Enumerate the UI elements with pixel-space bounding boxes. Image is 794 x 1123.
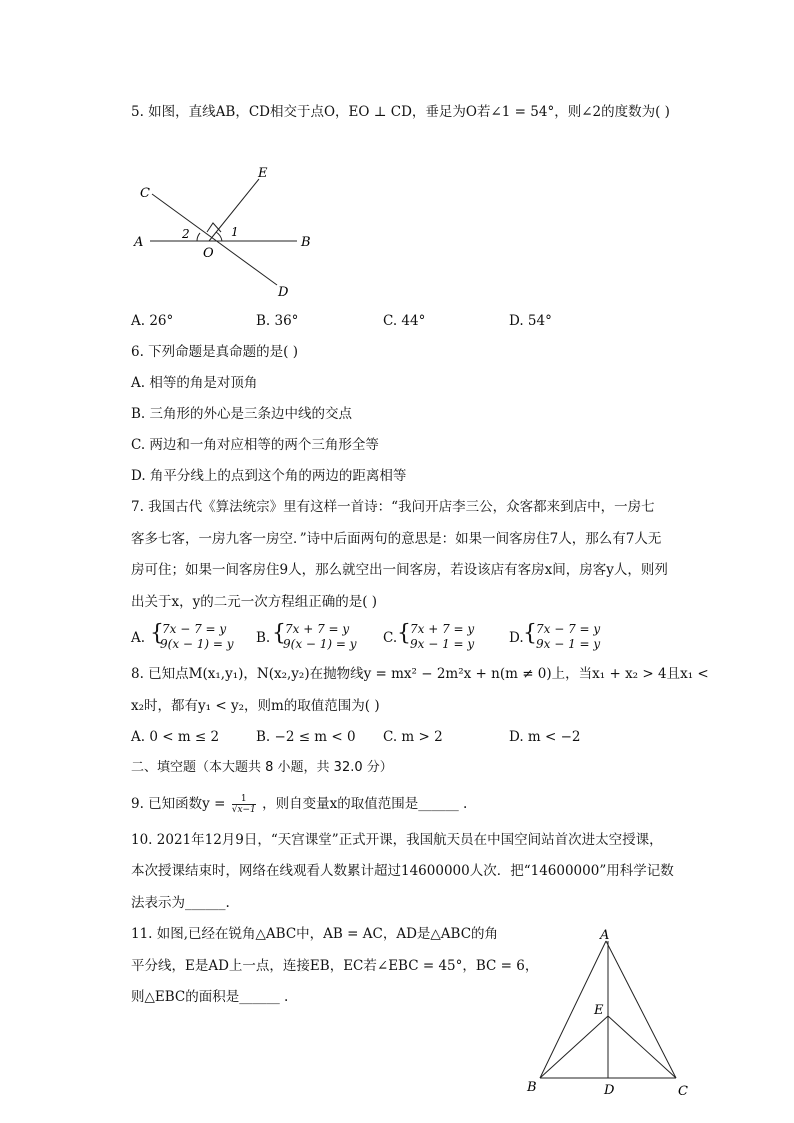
label-b: B — [301, 235, 311, 250]
q9-fraction — [232, 794, 256, 815]
q9-frac-num: 1 — [232, 794, 256, 805]
label-a: A — [134, 235, 144, 250]
q10-line-1: 10. 2021年12月9日，“天宫课堂”正式开课，我国航天员在中国空间站首次进太空授课， — [131, 832, 663, 848]
label-e-11: E — [594, 1003, 604, 1018]
q8-line-1: 8. 已知点M(x₁,y₁)，N(x₂,y₂)在抛物线y = mx² − 2m²x + n(m ≠ 0)上，当x₁ + x₂ > 4且x₁ < — [131, 666, 709, 682]
line-eo — [209, 179, 259, 241]
q7-line-2: 客多七客，一房九客一房空．”诗中后面两句的意思是：如果一间客房住7人，那么有7人无 — [131, 531, 662, 547]
label-o: O — [203, 246, 214, 261]
q7-line-1: 7. 我国古代《算法统宗》里有这样一首诗：“我问开店李三公，众客都来到店中，一房七 — [131, 499, 655, 515]
q7-option-b-bottom: 9(x − 1) = y — [283, 637, 357, 651]
q10-line-3: 法表示为______. — [131, 895, 230, 911]
q9-frac-den: √x−1 — [231, 805, 256, 815]
q7-line-3: 房可住；如果一间客房住9人，那么就空出一间客房，若设该店有客房x间，房客y人，则列 — [131, 562, 668, 578]
label-a-11: A — [600, 928, 610, 943]
seg-ac — [606, 941, 676, 1078]
q6-option-c: C. 两边和一角对应相等的两个三角形全等 — [131, 437, 379, 453]
q7-option-a-letter: A. — [131, 630, 146, 646]
seg-eb — [540, 1016, 608, 1078]
seg-ec — [608, 1016, 676, 1078]
label-c: C — [140, 186, 150, 201]
q8-option-b: B. −2 ≤ m < 0 — [256, 729, 356, 745]
q7-option-b-brace: { — [272, 621, 286, 646]
q7-option-a-top: 7x − 7 = y — [162, 622, 227, 636]
q7-option-c-brace: { — [397, 621, 411, 646]
angle-1-arc — [216, 232, 222, 241]
right-angle-mark — [207, 223, 221, 232]
q7-option-d-top: 7x − 7 = y — [536, 622, 601, 636]
q10-line-2: 本次授课结束时，网络在线观看人数累计超过14600000人次．把“14600000”用科学记数 — [131, 863, 674, 879]
label-c-11: C — [678, 1084, 688, 1099]
q8-line-2: x₂时，都有y₁ < y₂，则m的取值范围为( ) — [131, 698, 380, 714]
q8-option-d: D. m < −2 — [509, 729, 581, 745]
q5-option-b: B. 36° — [256, 313, 299, 329]
q7-option-b-letter: B. — [256, 630, 271, 646]
q5-option-c: C. 44° — [383, 313, 426, 329]
q9-prefix: 9. 已知函数y = — [131, 796, 230, 812]
label-angle-1: 1 — [231, 225, 239, 239]
line-cd — [152, 194, 277, 285]
section-2-heading: 二、填空题（本大题共 8 小题，共 32.0 分） — [131, 760, 393, 775]
q7-option-a-bottom: 9(x − 1) = y — [160, 637, 234, 651]
q6-option-b: B. 三角形的外心是三条边中线的交点 — [131, 406, 353, 422]
label-d-11: D — [604, 1083, 615, 1098]
q7-option-c-top: 7x + 7 = y — [410, 622, 475, 636]
label-angle-2: 2 — [182, 227, 190, 241]
label-d: D — [278, 285, 289, 300]
q7-option-a-brace: { — [150, 621, 164, 646]
q6-stem: 6. 下列命题是真命题的是( ) — [131, 344, 298, 360]
q11-line-3: 则△EBC的面积是______ . — [131, 989, 289, 1005]
q11-line-2: 平分线，E是AD上一点，连接EB，EC若∠EBC = 45°，BC = 6， — [131, 958, 539, 974]
angle-2-arc — [197, 233, 200, 241]
q7-option-d-bottom: 9x − 1 = y — [536, 637, 601, 651]
q6-option-a: A. 相等的角是对顶角 — [131, 375, 258, 391]
q7-option-d-letter: D. — [509, 630, 524, 646]
q6-option-d: D. 角平分线上的点到这个角的两边的距离相等 — [131, 468, 407, 484]
seg-ab — [540, 941, 606, 1078]
q7-line-4: 出关于x，y的二元一次方程组正确的是( ) — [131, 594, 378, 610]
q9-suffix: ，则自变量x的取值范围是______ . — [262, 796, 468, 812]
q8-option-c: C. m > 2 — [383, 729, 443, 745]
q8-option-a: A. 0 < m ≤ 2 — [131, 729, 220, 745]
q7-option-c-letter: C. — [383, 630, 398, 646]
q7-option-d-brace: { — [523, 621, 537, 646]
q7-option-b-top: 7x + 7 = y — [285, 622, 350, 636]
q5-stem: 5. 如图，直线AB，CD相交于点O，EO ⊥ CD，垂足为O若∠1 = 54°，则∠2的度数为( ) — [131, 104, 670, 120]
q9-line — [131, 794, 467, 815]
q11-line-1: 11. 如图,已经在锐角△ABC中，AB = AC，AD是△ABC的角 — [131, 926, 499, 942]
label-b-11: B — [527, 1080, 537, 1095]
q5-option-d: D. 54° — [509, 313, 552, 329]
label-e: E — [258, 166, 268, 181]
q7-option-c-bottom: 9x − 1 = y — [410, 637, 475, 651]
q5-option-a: A. 26° — [131, 313, 174, 329]
